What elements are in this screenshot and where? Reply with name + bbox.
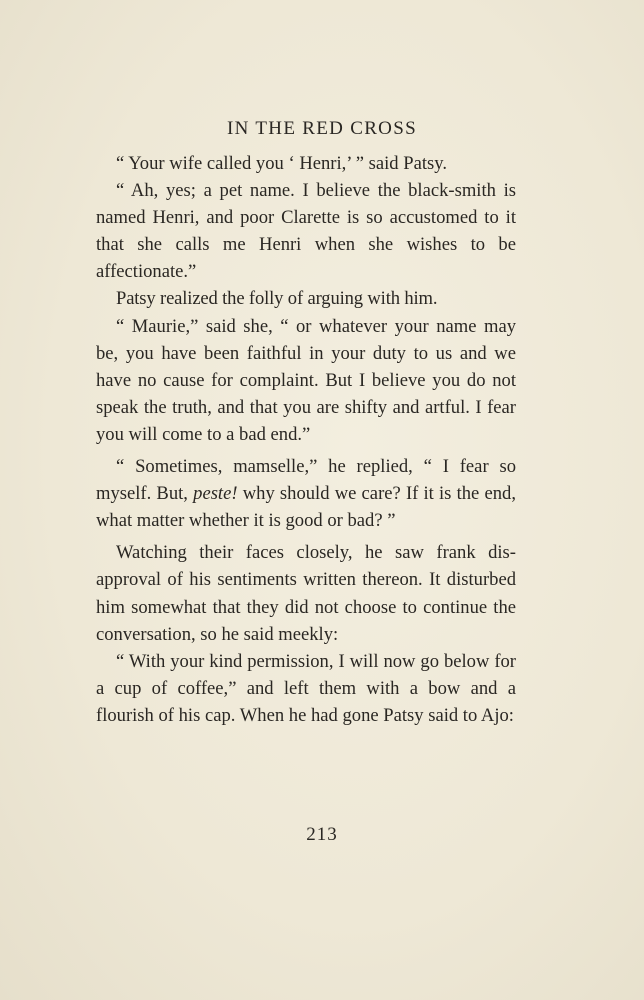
paragraph-text: why should we care? If it is the end, what matter whether it is good or bad? ”: [96, 483, 516, 532]
paragraph: [96, 453, 516, 534]
paragraph: “ With your kind permission, I will now go below for a cup of coffee,” and left them with a bow and a flourish of his cap. When he had gone Patsy said to Ajo:: [96, 650, 516, 726]
paragraph: “ Ah, yes; a pet name. I believe the black-smith is named Henri, and poor Clarette is so accustomed to it that she calls me Henri when she wishes to be affectionate.”: [96, 180, 516, 283]
italic-word: peste!: [193, 483, 238, 505]
page-number: 213: [306, 824, 338, 845]
paragraph-text: “ Sometimes, mamselle,” he replied, “ I fear so myself. But,: [96, 456, 516, 505]
paragraph: Patsy realized the folly of arguing with him.: [116, 288, 438, 310]
paragraph: Watching their faces closely, he saw frank dis-approval of his sentiments written thereon. It disturbed him somewhat that they did not choose to continue the conversation, so he said meekly:: [96, 542, 516, 645]
body-text: [96, 150, 516, 729]
paragraph: “ Your wife called you ‘ Henri,’ ” said Patsy.: [116, 153, 447, 174]
running-head: IN THE RED CROSS: [227, 118, 417, 139]
paragraph: “ Maurie,” said she, “ or whatever your name may be, you have been faithful in your duty to us and we have no cause for complaint. But I believe you do not speak the truth, and that you are shifty and artful. I fear you will come to a bad end.”: [96, 315, 516, 445]
